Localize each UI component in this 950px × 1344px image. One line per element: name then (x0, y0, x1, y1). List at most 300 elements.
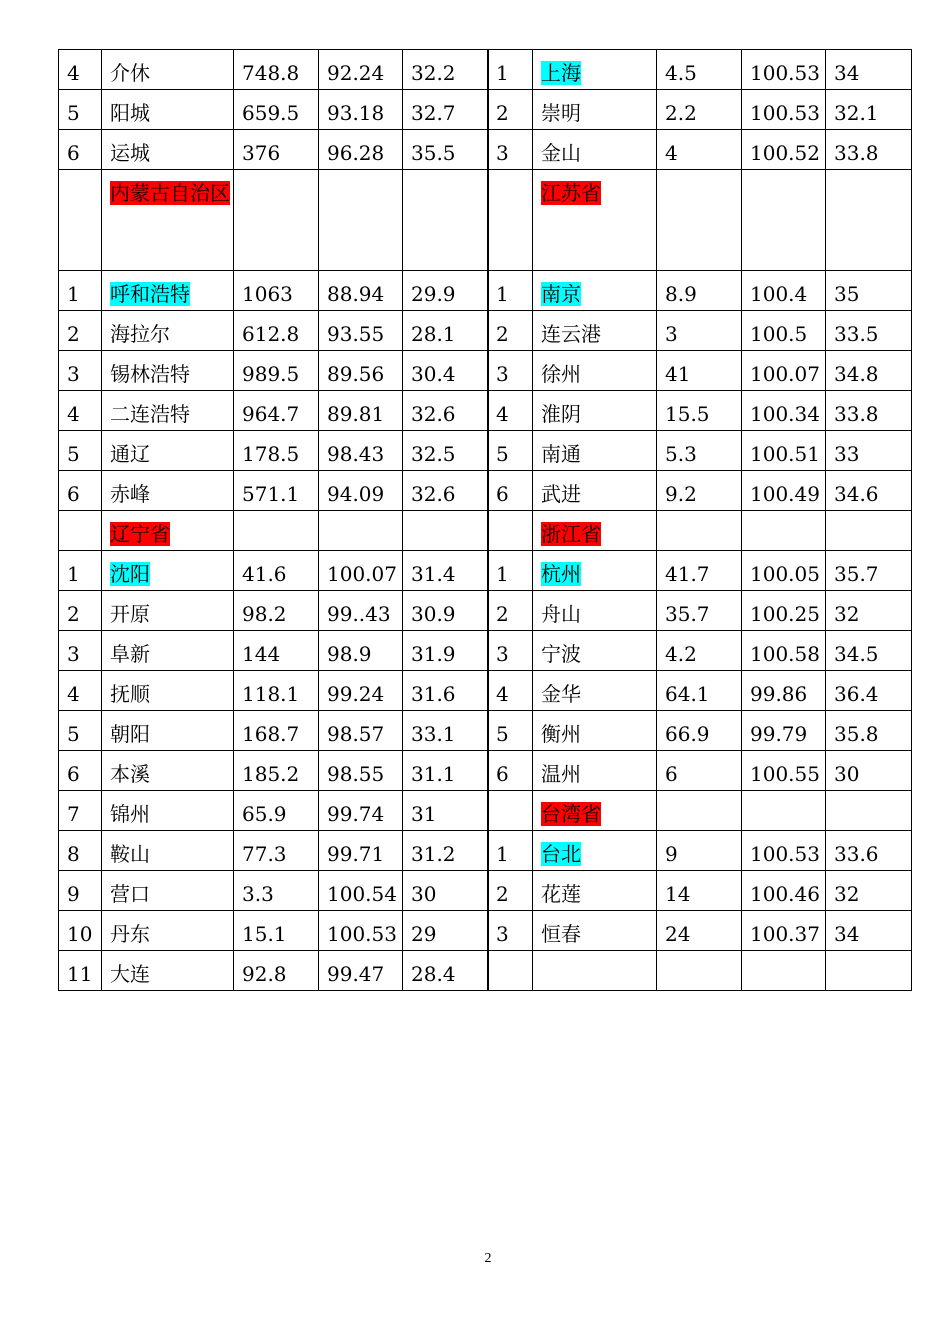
elevation-cell (234, 871, 319, 911)
cell-value: 3 (67, 362, 80, 386)
row-number-cell (488, 591, 533, 631)
station-name: 大连 (110, 962, 150, 986)
table-row (59, 431, 488, 471)
elevation-cell (657, 751, 742, 791)
cell-value: 4 (496, 402, 509, 426)
pressure-cell (319, 871, 403, 911)
table-row (488, 711, 912, 751)
cell-value: 92.24 (327, 61, 385, 85)
elevation-cell (657, 911, 742, 951)
station-name: 通辽 (110, 442, 150, 466)
pressure-cell (742, 90, 826, 130)
cell-value: 33.1 (411, 722, 456, 746)
temperature-cell (826, 271, 912, 311)
cell-value: 100.25 (750, 602, 820, 626)
cell-value: 93.55 (327, 322, 385, 346)
cell-value: 100.49 (750, 482, 820, 506)
station-name: 开原 (110, 602, 150, 626)
cell-value: 6 (67, 141, 80, 165)
station-name: 营口 (110, 882, 150, 906)
station-name-cell (533, 431, 657, 471)
cell-value: 32.7 (411, 101, 456, 125)
cell-value: 100.55 (750, 762, 820, 786)
table-row (488, 50, 912, 90)
temperature-cell (826, 831, 912, 871)
cell-value: 15.1 (242, 922, 287, 946)
cell-value: 100.07 (327, 562, 397, 586)
cell-value: 100.5 (750, 322, 808, 346)
station-name-cell (102, 170, 234, 271)
elevation-cell (234, 751, 319, 791)
temperature-cell (403, 751, 488, 791)
cell-value: 11 (67, 962, 93, 986)
cell-value: 34 (834, 61, 860, 85)
pressure-cell (742, 170, 826, 271)
station-name-cell (102, 271, 234, 311)
pressure-cell (319, 130, 403, 170)
temperature-cell (826, 431, 912, 471)
station-name-cell (102, 311, 234, 351)
station-name: 上海 (541, 61, 581, 85)
table-row (488, 511, 912, 551)
pressure-cell (742, 471, 826, 511)
table-row (59, 631, 488, 671)
elevation-cell (657, 951, 742, 991)
elevation-cell (234, 431, 319, 471)
cell-value: 2 (496, 602, 509, 626)
cell-value: 5 (67, 101, 80, 125)
cell-value: 32.1 (834, 101, 879, 125)
station-name: 锦州 (110, 802, 150, 826)
elevation-cell (657, 871, 742, 911)
elevation-cell (657, 351, 742, 391)
station-name: 台北 (541, 842, 581, 866)
cell-value: 32 (834, 602, 860, 626)
temperature-cell (826, 90, 912, 130)
temperature-cell (826, 391, 912, 431)
station-name: 鞍山 (110, 842, 150, 866)
cell-value: 34 (834, 922, 860, 946)
elevation-cell (234, 711, 319, 751)
station-name-cell (533, 391, 657, 431)
cell-value: 98.43 (327, 442, 385, 466)
row-number-cell (59, 90, 102, 130)
temperature-cell (826, 951, 912, 991)
cell-value: 6 (67, 482, 80, 506)
station-name: 赤峰 (110, 482, 150, 506)
cell-value: 32 (834, 882, 860, 906)
table-row (488, 631, 912, 671)
cell-value: 99.24 (327, 682, 385, 706)
table-row (59, 951, 488, 991)
temperature-cell (403, 951, 488, 991)
row-number-cell (59, 431, 102, 471)
cell-value: 100.53 (750, 842, 820, 866)
cell-value: 99.79 (750, 722, 808, 746)
pressure-cell (319, 831, 403, 871)
station-name: 连云港 (541, 322, 601, 346)
row-number-cell (59, 50, 102, 90)
cell-value: 30.4 (411, 362, 456, 386)
table-row (488, 170, 912, 271)
cell-value: 1 (496, 61, 509, 85)
cell-value: 989.5 (242, 362, 300, 386)
pressure-cell (319, 711, 403, 751)
elevation-cell (234, 271, 319, 311)
station-name: 徐州 (541, 362, 581, 386)
temperature-cell (826, 871, 912, 911)
station-name: 南京 (541, 282, 581, 306)
cell-value: 100.52 (750, 141, 820, 165)
cell-value: 1063 (242, 282, 293, 306)
cell-value: 100.51 (750, 442, 820, 466)
temperature-cell (403, 130, 488, 170)
row-number-cell (488, 50, 533, 90)
row-number-cell (59, 791, 102, 831)
cell-value: 31 (411, 802, 437, 826)
station-name-cell (533, 170, 657, 271)
station-name: 温州 (541, 762, 581, 786)
cell-value: 100.54 (327, 882, 397, 906)
elevation-cell (657, 711, 742, 751)
cell-value: 3 (496, 141, 509, 165)
cell-value: 100.53 (327, 922, 397, 946)
cell-value: 35.8 (834, 722, 879, 746)
cell-value: 77.3 (242, 842, 287, 866)
pressure-cell (319, 431, 403, 471)
cell-value: 89.81 (327, 402, 385, 426)
table-row (59, 50, 488, 90)
table-row (488, 431, 912, 471)
temperature-cell (826, 170, 912, 271)
station-name-cell (533, 130, 657, 170)
cell-value: 32.6 (411, 402, 456, 426)
cell-value: 1 (67, 282, 80, 306)
table-row (59, 391, 488, 431)
cell-value: 32.5 (411, 442, 456, 466)
cell-value: 5 (496, 722, 509, 746)
cell-value: 31.6 (411, 682, 456, 706)
station-name-cell (533, 591, 657, 631)
row-number-cell (488, 471, 533, 511)
cell-value: 612.8 (242, 322, 300, 346)
temperature-cell (826, 471, 912, 511)
station-name: 恒春 (541, 922, 581, 946)
station-name-cell (102, 471, 234, 511)
cell-value: 4 (67, 402, 80, 426)
temperature-cell (403, 831, 488, 871)
station-name: 丹东 (110, 922, 150, 946)
row-number-cell (488, 130, 533, 170)
temperature-cell (826, 671, 912, 711)
cell-value: 4 (67, 61, 80, 85)
elevation-cell (657, 130, 742, 170)
station-name-cell (102, 871, 234, 911)
cell-value: 30.9 (411, 602, 456, 626)
table-row (488, 311, 912, 351)
table-row (59, 471, 488, 511)
temperature-cell (403, 271, 488, 311)
temperature-cell (403, 791, 488, 831)
cell-value: 32.6 (411, 482, 456, 506)
station-name: 花莲 (541, 882, 581, 906)
station-name-cell (533, 791, 657, 831)
cell-value: 98.2 (242, 602, 287, 626)
pressure-cell (742, 351, 826, 391)
row-number-cell (488, 551, 533, 591)
station-name: 朝阳 (110, 722, 150, 746)
cell-value: 571.1 (242, 482, 300, 506)
row-number-cell (59, 391, 102, 431)
station-name: 沈阳 (110, 562, 150, 586)
table-row (59, 351, 488, 391)
cell-value: 100.53 (750, 61, 820, 85)
cell-value: 6 (496, 482, 509, 506)
row-number-cell (488, 170, 533, 271)
cell-value: 28.4 (411, 962, 456, 986)
table-row (488, 271, 912, 311)
cell-value: 33 (834, 442, 860, 466)
station-name-cell (102, 711, 234, 751)
elevation-cell (234, 791, 319, 831)
pressure-cell (742, 951, 826, 991)
table-row (59, 130, 488, 170)
cell-value: 35 (834, 282, 860, 306)
cell-value: 7 (67, 802, 80, 826)
cell-value: 8.9 (665, 282, 697, 306)
row-number-cell (488, 391, 533, 431)
cell-value: 31.9 (411, 642, 456, 666)
cell-value: 41 (665, 362, 691, 386)
table-row (59, 671, 488, 711)
cell-value: 35.7 (834, 562, 879, 586)
station-name-cell (102, 90, 234, 130)
pressure-cell (319, 791, 403, 831)
row-number-cell (488, 311, 533, 351)
temperature-cell (403, 551, 488, 591)
station-name-cell (533, 831, 657, 871)
cell-value: 33.6 (834, 842, 879, 866)
pressure-cell (319, 951, 403, 991)
cell-value: 5 (67, 442, 80, 466)
pressure-cell (319, 551, 403, 591)
table-row (488, 130, 912, 170)
pressure-cell (742, 791, 826, 831)
cell-value: 2 (67, 602, 80, 626)
cell-value: 34.5 (834, 642, 879, 666)
station-name-cell (533, 311, 657, 351)
cell-value: 4 (67, 682, 80, 706)
cell-value: 36.4 (834, 682, 879, 706)
elevation-cell (657, 391, 742, 431)
elevation-cell (234, 170, 319, 271)
cell-value: 1 (496, 282, 509, 306)
pressure-cell (319, 911, 403, 951)
table-row (488, 671, 912, 711)
cell-value: 34.6 (834, 482, 879, 506)
row-number-cell (59, 911, 102, 951)
station-name: 金华 (541, 682, 581, 706)
temperature-cell (826, 751, 912, 791)
temperature-cell (403, 671, 488, 711)
table-row (488, 391, 912, 431)
temperature-cell (403, 631, 488, 671)
elevation-cell (657, 90, 742, 130)
pressure-cell (742, 871, 826, 911)
table-row (488, 951, 912, 991)
temperature-cell (826, 711, 912, 751)
temperature-cell (403, 511, 488, 551)
station-name-cell (102, 351, 234, 391)
pressure-cell (742, 551, 826, 591)
table-row (59, 170, 488, 271)
cell-value: 92.8 (242, 962, 287, 986)
elevation-cell (657, 551, 742, 591)
cell-value: 3.3 (242, 882, 274, 906)
table-row (59, 871, 488, 911)
row-number-cell (59, 631, 102, 671)
station-name-cell (533, 711, 657, 751)
cell-value: 33.8 (834, 141, 879, 165)
temperature-cell (826, 351, 912, 391)
table-row (59, 311, 488, 351)
cell-value: 1 (496, 842, 509, 866)
station-name-cell (533, 90, 657, 130)
cell-value: 9.2 (665, 482, 697, 506)
elevation-cell (234, 551, 319, 591)
cell-value: 98.55 (327, 762, 385, 786)
province-heading: 辽宁省 (110, 522, 170, 546)
table-row (488, 351, 912, 391)
table-row (488, 751, 912, 791)
cell-value: 4.2 (665, 642, 697, 666)
station-name-cell (533, 351, 657, 391)
station-name: 呼和浩特 (110, 282, 190, 306)
row-number-cell (488, 271, 533, 311)
station-name: 衡州 (541, 722, 581, 746)
station-name: 抚顺 (110, 682, 150, 706)
station-name-cell (533, 871, 657, 911)
station-name: 舟山 (541, 602, 581, 626)
cell-value: 98.57 (327, 722, 385, 746)
row-number-cell (488, 951, 533, 991)
pressure-cell (742, 391, 826, 431)
row-number-cell (488, 431, 533, 471)
cell-value: 100.07 (750, 362, 820, 386)
cell-value: 10 (67, 922, 93, 946)
temperature-cell (826, 791, 912, 831)
pressure-cell (742, 671, 826, 711)
temperature-cell (403, 431, 488, 471)
table-row (488, 90, 912, 130)
pressure-cell (742, 591, 826, 631)
cell-value: 93.18 (327, 101, 385, 125)
cell-value: 3 (496, 642, 509, 666)
cell-value: 3 (496, 922, 509, 946)
temperature-cell (403, 50, 488, 90)
row-number-cell (59, 170, 102, 271)
temperature-cell (826, 50, 912, 90)
cell-value: 1 (496, 562, 509, 586)
cell-value: 2 (67, 322, 80, 346)
cell-value: 964.7 (242, 402, 300, 426)
station-name-cell (102, 791, 234, 831)
cell-value: 99.71 (327, 842, 385, 866)
table-row (59, 551, 488, 591)
cell-value: 41.6 (242, 562, 287, 586)
table-row (488, 791, 912, 831)
row-number-cell (59, 831, 102, 871)
cell-value: 3 (67, 642, 80, 666)
elevation-cell (234, 911, 319, 951)
station-name-cell (533, 50, 657, 90)
station-name: 运城 (110, 141, 150, 165)
station-name-cell (533, 551, 657, 591)
station-name-cell (102, 431, 234, 471)
temperature-cell (403, 871, 488, 911)
row-number-cell (488, 631, 533, 671)
province-heading: 江苏省 (541, 181, 601, 205)
row-number-cell (59, 871, 102, 911)
table-row (488, 591, 912, 631)
cell-value: 98.9 (327, 642, 372, 666)
row-number-cell (488, 751, 533, 791)
station-name: 南通 (541, 442, 581, 466)
temperature-cell (826, 311, 912, 351)
station-name-cell (102, 391, 234, 431)
cell-value: 99.86 (750, 682, 808, 706)
cell-value: 100.46 (750, 882, 820, 906)
cell-value: 24 (665, 922, 691, 946)
pressure-cell (742, 631, 826, 671)
pressure-cell (319, 631, 403, 671)
pressure-cell (742, 50, 826, 90)
pressure-cell (319, 511, 403, 551)
cell-value: 15.5 (665, 402, 710, 426)
elevation-cell (234, 50, 319, 90)
cell-value: 31.2 (411, 842, 456, 866)
temperature-cell (403, 90, 488, 130)
station-name: 阜新 (110, 642, 150, 666)
cell-value: 35.7 (665, 602, 710, 626)
cell-value: 31.4 (411, 562, 456, 586)
row-number-cell (59, 471, 102, 511)
row-number-cell (488, 351, 533, 391)
left-data-table (58, 49, 489, 991)
temperature-cell (403, 471, 488, 511)
station-name: 武进 (541, 482, 581, 506)
pressure-cell (319, 751, 403, 791)
station-name: 阳城 (110, 101, 150, 125)
table-row (488, 911, 912, 951)
temperature-cell (403, 911, 488, 951)
pressure-cell (319, 50, 403, 90)
station-name-cell (102, 631, 234, 671)
row-number-cell (59, 271, 102, 311)
cell-value: 144 (242, 642, 281, 666)
cell-value: 14 (665, 882, 691, 906)
station-name: 二连浩特 (110, 402, 190, 426)
cell-value: 32.2 (411, 61, 456, 85)
pressure-cell (319, 391, 403, 431)
cell-value: 99.47 (327, 962, 385, 986)
cell-value: 4 (665, 141, 678, 165)
temperature-cell (403, 391, 488, 431)
station-name-cell (102, 671, 234, 711)
row-number-cell (59, 351, 102, 391)
pressure-cell (742, 130, 826, 170)
cell-value: 5.3 (665, 442, 697, 466)
